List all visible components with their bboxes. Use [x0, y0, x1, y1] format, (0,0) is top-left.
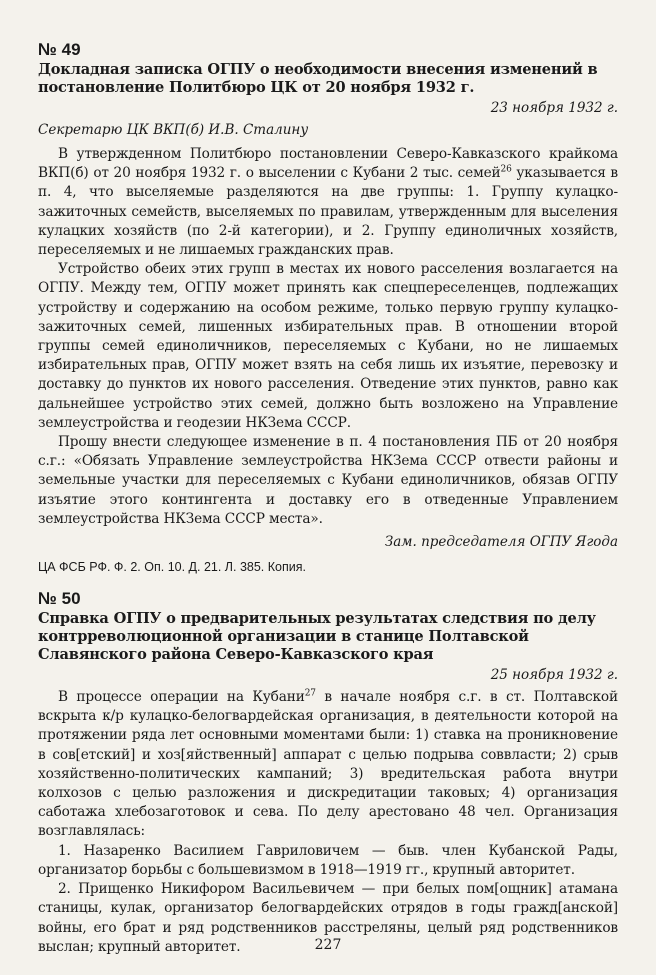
document-title: Справка ОГПУ о предварительных результатах следствия по делу контрреволюционной организации в станице Полтавской Славянского района Северо-Кавказского края	[38, 610, 596, 664]
paragraph	[38, 145, 618, 260]
addressee: Секретарю ЦК ВКП(б) И.В. Сталину	[38, 122, 309, 138]
document-49	[38, 40, 618, 575]
page-number: 227	[314, 937, 342, 953]
list-item: 1. Назаренко Василием Гавриловичем — быв. член Кубанской Рады, организатор борьбы с большевизмом в 1918—1919 гг., крупный авторитет.	[38, 842, 618, 878]
document-title: Докладная записка ОГПУ о необходимости внесения изменений в постановление Политбюро ЦК от 20 ноября 1932 г.	[38, 61, 598, 96]
signature: Зам. председателя ОГПУ Ягода	[384, 534, 618, 551]
document-date: 23 ноября 1932 г.	[490, 100, 618, 116]
paragraph	[38, 688, 618, 842]
document-number: № 50	[38, 589, 81, 609]
paragraph-text: В процессе операции на Кубани	[58, 689, 305, 706]
document-number: № 49	[38, 40, 81, 59]
paragraph-text: указывается в п. 4, что выселяемые разделяются на две группы: 1. Группу кулацко-зажиточных семейств, выселяемых по правилам, утвержденным для выселения кулацких хозяйств (по 2-й категории), и 2. Группу единоличных хозяйств, переселяемых и не лишаемых гражданских прав.	[38, 165, 618, 259]
paragraph-text: в начале ноября с.г. в ст. Полтавской вскрыта к/р кулацко-белогвардейская организация, в деятельности которой на протяжении ряда лет основными моментами были: 1) ставка на проникновение в сов[етский] и хоз[яйственный] аппарат с целью подрыва соввласти; 2) срыв хозяйственно-политических кампаний; 3) вредительская работа внутри колхозов с целью разложения и дискредитации таковых; 4) организация саботажа хлебозаготовок и сева. По делу арестовано 48 чел. Организация возглавлялась:	[38, 689, 618, 840]
paragraph: Прошу внести следующее изменение в п. 4 постановления ПБ от 20 ноября с.г.: «Обязать Управление землеустройства НКЗема СССР отвести районы и земельные участки для переселяемых с Кубани единоличников, обязав ОГПУ изъятие этого контингента и доставку его в отведенные Управлением землеустройства НКЗема СССР места».	[38, 434, 618, 527]
list-item: 2. Прищенко Никифором Васильевичем — при белых пом[ощник] атамана станицы, кулак, организатор белогвардейских отрядов в годы гражд[анской] войны, его брат и ряд родственников расстреляны, целый ряд родственников выслан; крупный авторитет.	[38, 881, 618, 955]
archive-reference: ЦА ФСБ РФ. Ф. 2. Оп. 10. Д. 21. Л. 385. Копия.	[38, 560, 306, 575]
footnote-marker[interactable]: 27	[304, 688, 316, 699]
document-date: 25 ноября 1932 г.	[490, 667, 618, 684]
document-50	[38, 589, 618, 957]
paragraph-text: В утвержденном Политбюро постановлении Северо-Кавказского крайкома ВКП(б) от 20 ноября 1932 г. о выселении с Кубани 2 тыс. семей	[38, 146, 618, 182]
footnote-marker[interactable]: 26	[500, 164, 512, 175]
paragraph: Устройство обеих этих групп в местах их нового расселения возлагается на ОГПУ. Между тем, ОГПУ может принять как спецпереселенцев, подлежащих устройству и содержанию на особом режиме, только первую группу кулацко-зажиточных семей, лишенных избирательных прав. В отношении второй группы семей единоличников, переселяемых с Кубани, но не лишаемых избирательных прав, ОГПУ может взять на себя лишь их изъятие, перевозку и доставку до пунктов их нового расселения. Отведение этих пунктов, равно как дальнейшее устройство этих семей, должно быть возложено на Управление землеустройства и геодезии НКЗема СССР.	[38, 261, 618, 431]
